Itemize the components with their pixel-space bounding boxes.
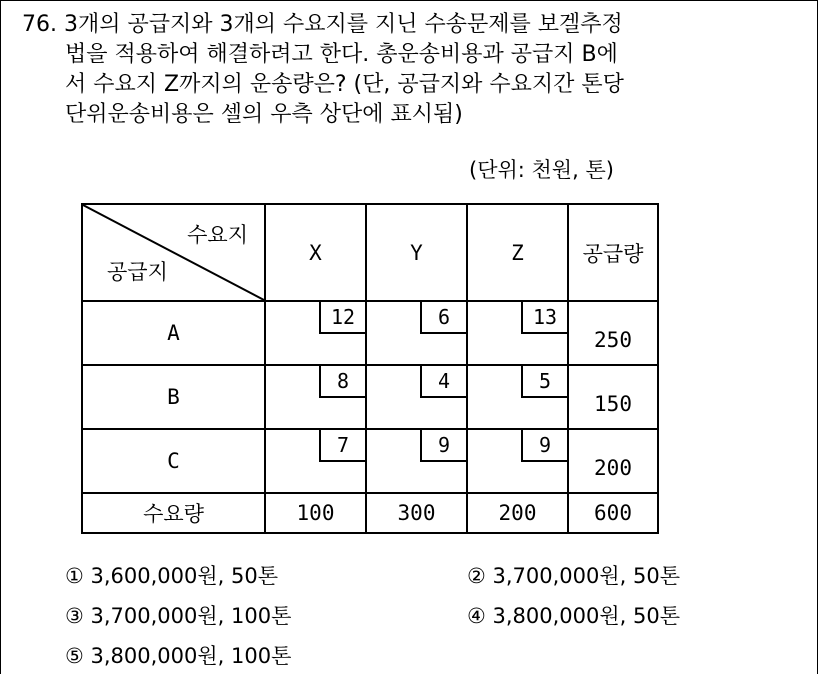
- option-3[interactable]: ③ 3,700,000원, 100톤: [65, 604, 292, 628]
- cost-cell: [366, 429, 467, 493]
- unit-cost: 13: [521, 302, 567, 334]
- demand-row: [82, 493, 658, 533]
- cost-cell: [265, 301, 366, 365]
- option-1[interactable]: ① 3,600,000원, 50톤: [65, 564, 279, 588]
- cost-cell: [467, 429, 568, 493]
- unit-cost: 7: [319, 430, 365, 462]
- question-line: 76. 3개의 공급지와 3개의 수요지를 지닌 수송문제를 보겔추정: [22, 12, 623, 37]
- cost-cell: [366, 365, 467, 429]
- cost-cell: [467, 301, 568, 365]
- cost-cell: [467, 365, 568, 429]
- unit-note: (단위: 천원, 톤): [469, 158, 614, 182]
- supply-cell: [568, 301, 658, 365]
- question-line: 법을 적용하여 해결하려고 한다. 총운송비용과 공급지 B에: [65, 42, 618, 67]
- supply-cell: [568, 429, 658, 493]
- option-2[interactable]: ② 3,700,000원, 50톤: [467, 564, 681, 588]
- supply-site-label: 공급지: [107, 260, 168, 284]
- row-label: C: [82, 429, 265, 493]
- column-header-z: Z: [467, 204, 568, 301]
- unit-cost: 5: [521, 366, 567, 398]
- supply-value: 200: [594, 456, 632, 480]
- supply-value: 250: [594, 328, 632, 352]
- column-header-x: X: [265, 204, 366, 301]
- cost-cell: [265, 429, 366, 493]
- supply-value: 150: [594, 392, 632, 416]
- demand-value: 100: [265, 493, 366, 533]
- unit-cost: 9: [521, 430, 567, 462]
- unit-cost: 9: [420, 430, 466, 462]
- unit-cost: 6: [420, 302, 466, 334]
- corner-cell: [82, 204, 265, 301]
- row-label: B: [82, 365, 265, 429]
- table-row: [82, 301, 658, 365]
- cost-cell: [366, 301, 467, 365]
- table-row: [82, 429, 658, 493]
- column-header-y: Y: [366, 204, 467, 301]
- total-value: 600: [568, 493, 658, 533]
- demand-label: 수요량: [82, 493, 265, 533]
- table-row: [82, 365, 658, 429]
- transportation-table: [81, 203, 659, 534]
- supply-cell: [568, 365, 658, 429]
- unit-cost: 12: [319, 302, 365, 334]
- option-4[interactable]: ④ 3,800,000원, 50톤: [467, 604, 681, 628]
- unit-cost: 8: [319, 366, 365, 398]
- cost-cell: [265, 365, 366, 429]
- unit-cost: 4: [420, 366, 466, 398]
- supply-header: 공급량: [568, 204, 658, 301]
- question-text: [22, 10, 792, 130]
- demand-value: 300: [366, 493, 467, 533]
- question-line: 서 수요지 Z까지의 운송량은? (단, 공급지와 수요지간 톤당: [65, 72, 624, 97]
- demand-site-label: 수요지: [187, 223, 248, 247]
- option-5[interactable]: ⑤ 3,800,000원, 100톤: [65, 644, 292, 668]
- row-label: A: [82, 301, 265, 365]
- question-line: 단위운송비용은 셀의 우측 상단에 표시됨): [65, 102, 463, 127]
- demand-value: 200: [467, 493, 568, 533]
